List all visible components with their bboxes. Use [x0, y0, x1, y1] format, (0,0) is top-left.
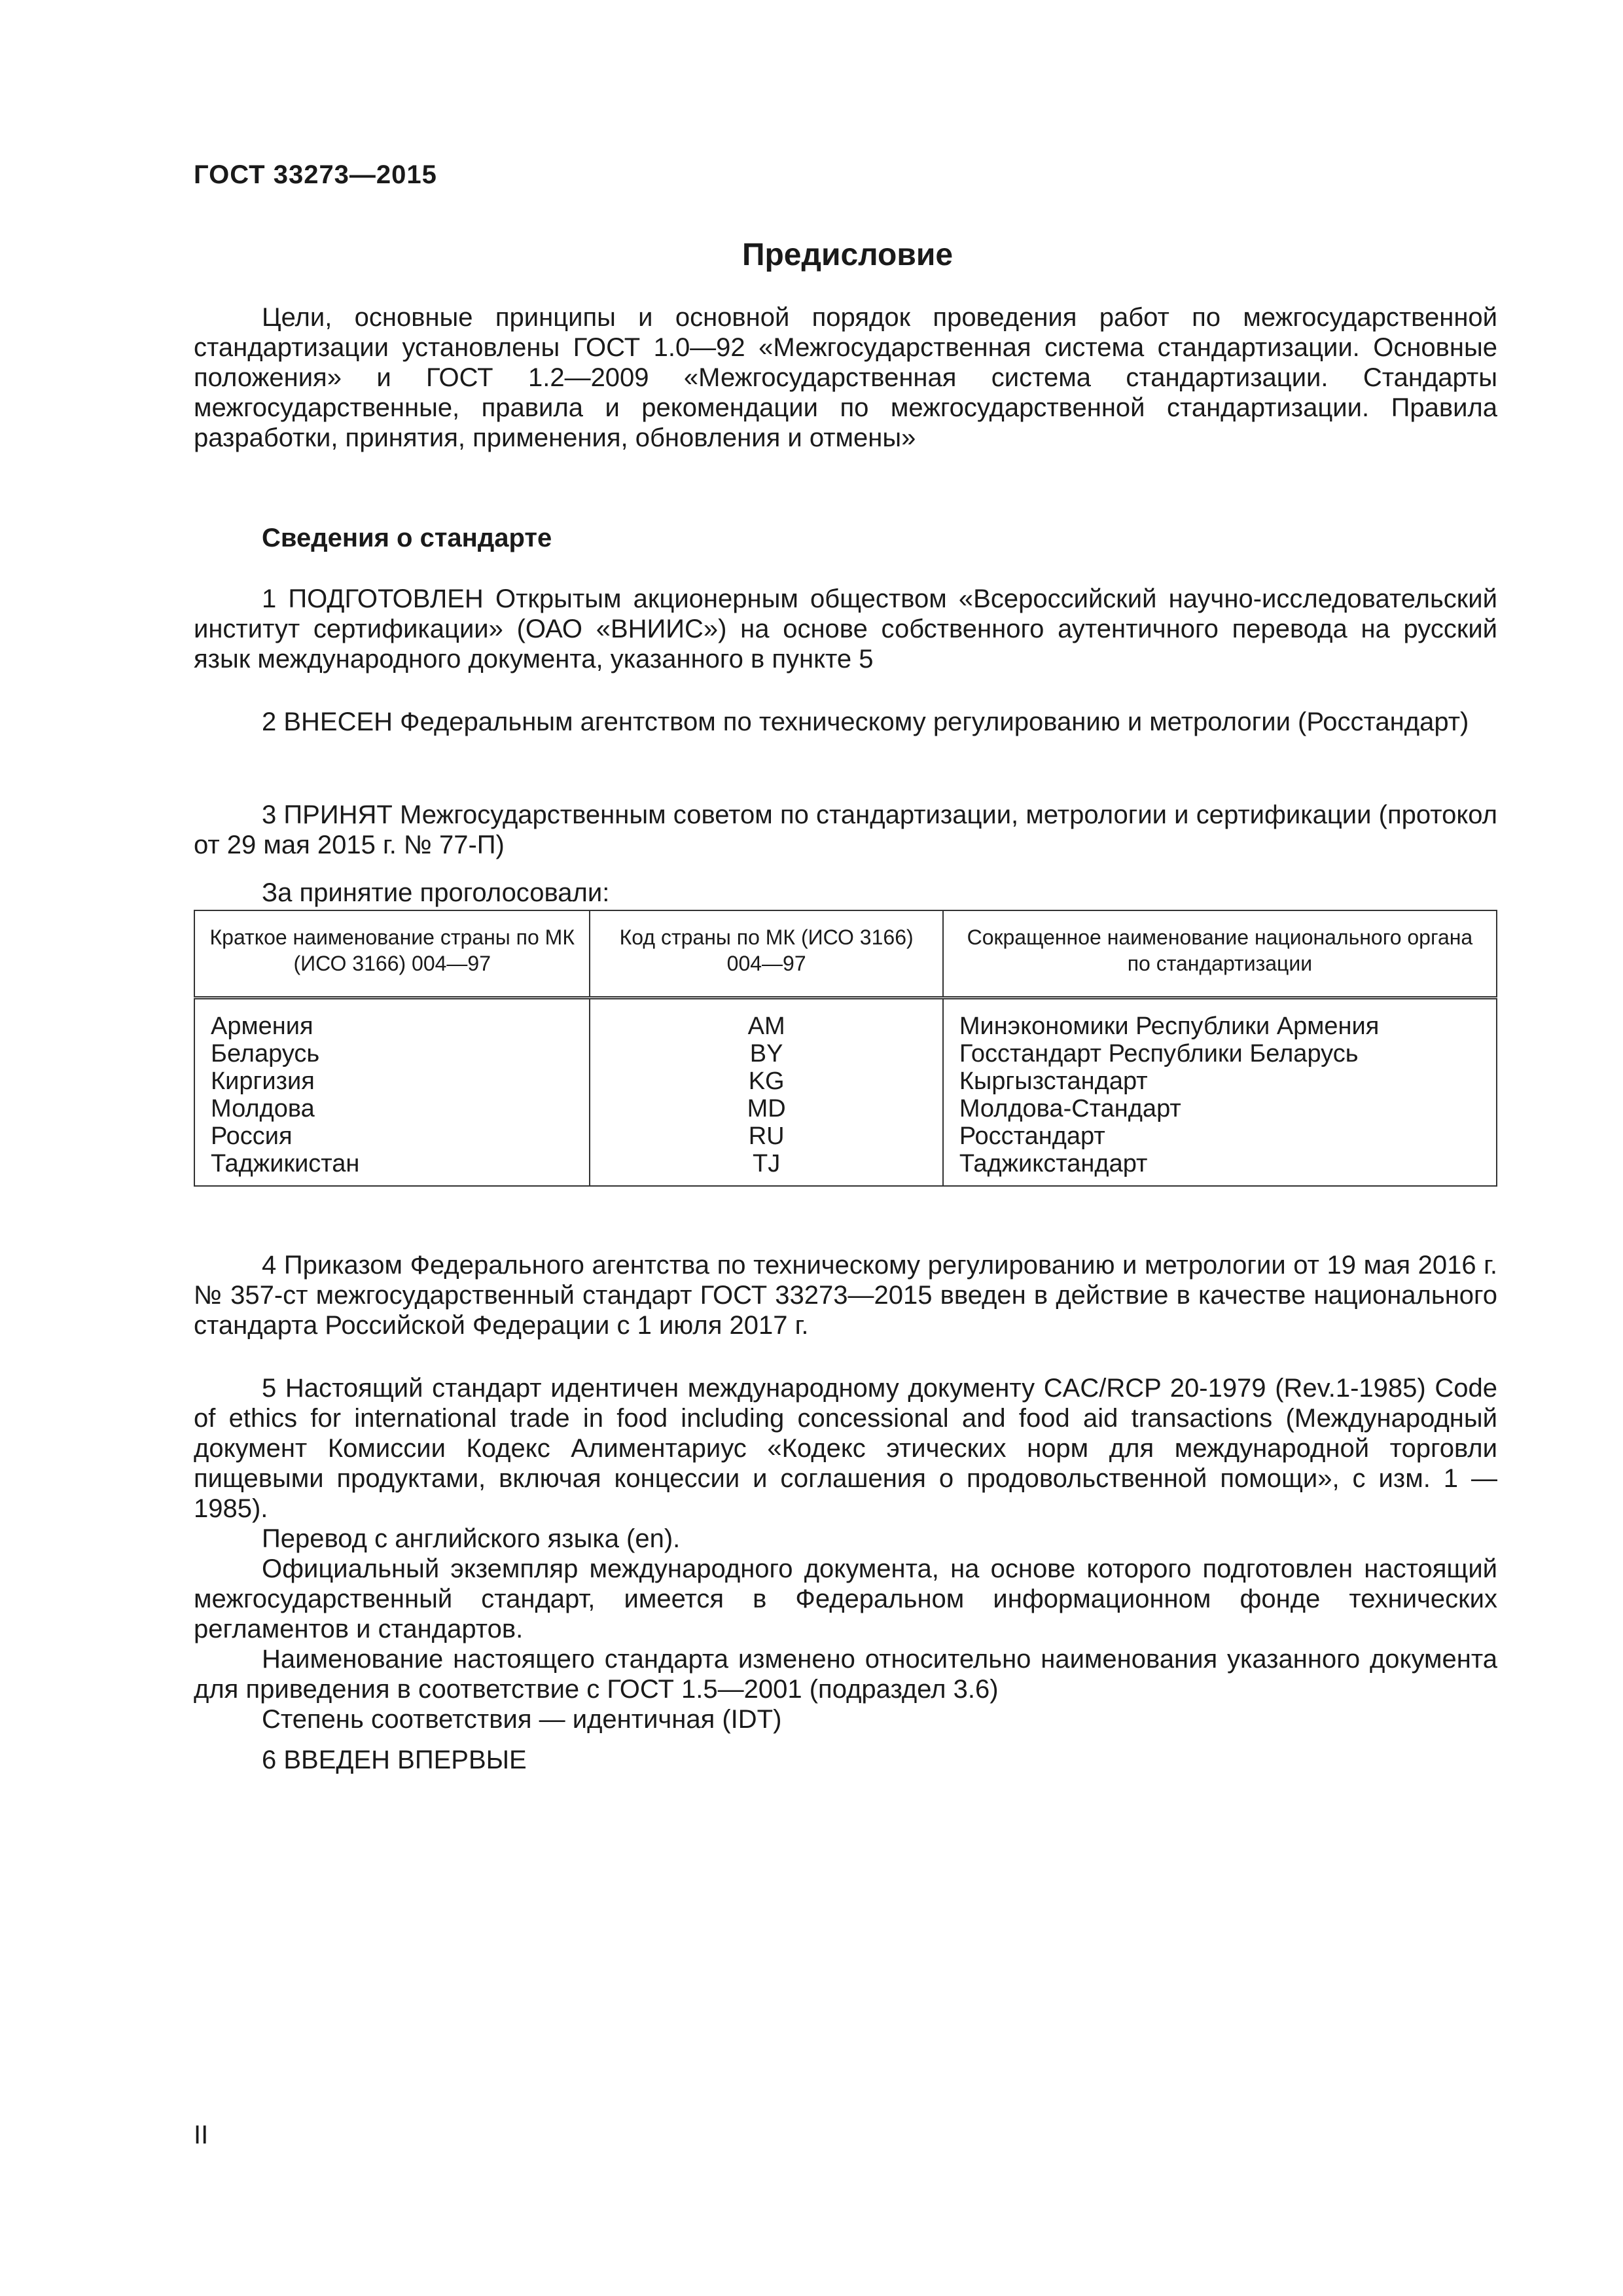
item-5-name-change: Наименование настоящего стандарта изменено относительно наименования указанного документа для приведения в соответствие с ГОСТ 1.5—2001 (подраздел 3.6)	[194, 1645, 1497, 1704]
code-cell: KG	[590, 1067, 942, 1095]
header-country-name: Краткое наименование страны по МК (ИСО 3166) 004—97	[194, 910, 590, 998]
foreword-title: Предисловие	[741, 238, 954, 272]
voting-countries-table	[194, 910, 1497, 1187]
item-5-identical: 5 Настоящий стандарт идентичен международному документу CAC/RCP 20-1979 (Rev.1-1985) Code of ethics for international trade in food including concessional and food aid transactions (Международный документ Комиссии Кодекс Алиментариус «Кодекс этических норм для международной торговли пищевыми продуктами, включая концессии и соглашения о продовольственной помощи», с изм. 1 — 1985).	[194, 1374, 1497, 1523]
body-cell: Минэкономики Республики Армения	[943, 998, 1497, 1041]
code-cell: BY	[590, 1040, 942, 1067]
code-cell: AM	[590, 998, 942, 1041]
body-cell: Росстандарт	[943, 1122, 1497, 1150]
voted-label: За принятие проголосовали:	[262, 878, 610, 907]
body-cell: Таджикстандарт	[943, 1150, 1497, 1186]
table-row	[194, 1122, 1497, 1150]
item-4-order: 4 Приказом Федерального агентства по техническому регулированию и метрологии от 19 мая 2016 г. № 357-ст межгосударственный стандарт ГОСТ 33273—2015 введен в действие в качестве национального стандарта Российской Федерации с 1 июля 2017 г.	[194, 1251, 1497, 1340]
country-cell: Россия	[194, 1122, 590, 1150]
item-5-official-copy: Официальный экземпляр международного документа, на основе которого подготовлен настоящий межгосударственный стандарт, имеется в Федеральном информационном фонде технических регламентов и стандартов.	[194, 1554, 1497, 1643]
country-cell: Молдова	[194, 1095, 590, 1122]
item-1-prepared: 1 ПОДГОТОВЛЕН Открытым акционерным обществом «Всероссийский научно-исследовательский институт сертификации» (ОАО «ВНИИС») на основе собственного аутентичного перевода на русский язык международного документа, указанного в пункте 5	[194, 584, 1497, 673]
table-row	[194, 998, 1497, 1041]
body-cell: Молдова-Стандарт	[943, 1095, 1497, 1122]
table-row	[194, 1095, 1497, 1122]
table-row	[194, 1150, 1497, 1186]
header-standards-body: Сокращенное наименование национального органа по стандартизации	[943, 910, 1497, 998]
country-cell: Беларусь	[194, 1040, 590, 1067]
foreword-paragraph: Цели, основные принципы и основной порядок проведения работ по межгосударственной стандартизации установлены ГОСТ 1.0—92 «Межгосударственная система стандартизации. Основные положения» и ГОСТ 1.2—2009 «Межгосударственная система стандартизации. Стандарты межгосударственные, правила и рекомендации по межгосударственной стандартизации. Правила разработки, принятия, применения, обновления и отмены»	[194, 303, 1497, 452]
item-5-block	[194, 1373, 1497, 1734]
item-2-submitted: 2 ВНЕСЕН Федеральным агентством по техническому регулированию и метрологии (Росстандарт)	[262, 708, 1469, 736]
code-cell: RU	[590, 1122, 942, 1150]
item-5-degree: Степень соответствия — идентичная (IDT)	[262, 1705, 782, 1734]
gost-designation: ГОСТ 33273—2015	[194, 160, 437, 189]
page-number: II	[194, 2121, 209, 2149]
body-cell: Госстандарт Республики Беларусь	[943, 1040, 1497, 1067]
table-row	[194, 1067, 1497, 1095]
country-cell: Киргизия	[194, 1067, 590, 1095]
country-cell: Таджикистан	[194, 1150, 590, 1186]
code-cell: TJ	[590, 1150, 942, 1186]
header-country-code: Код страны по МК (ИСО 3166) 004—97	[590, 910, 942, 998]
item-3-adopted: 3 ПРИНЯТ Межгосударственным советом по стандартизации, метрологии и сертификации (протокол от 29 мая 2015 г. № 77-П)	[194, 800, 1497, 859]
table-header-row	[194, 910, 1497, 998]
country-cell: Армения	[194, 998, 590, 1041]
item-6-first-introduced: 6 ВВЕДЕН ВПЕРВЫЕ	[262, 1746, 527, 1774]
table-row	[194, 1040, 1497, 1067]
item-5-translation: Перевод с английского языка (en).	[262, 1524, 681, 1553]
code-cell: MD	[590, 1095, 942, 1122]
standard-info-heading: Сведения о стандарте	[262, 524, 552, 552]
body-cell: Кыргызстандарт	[943, 1067, 1497, 1095]
